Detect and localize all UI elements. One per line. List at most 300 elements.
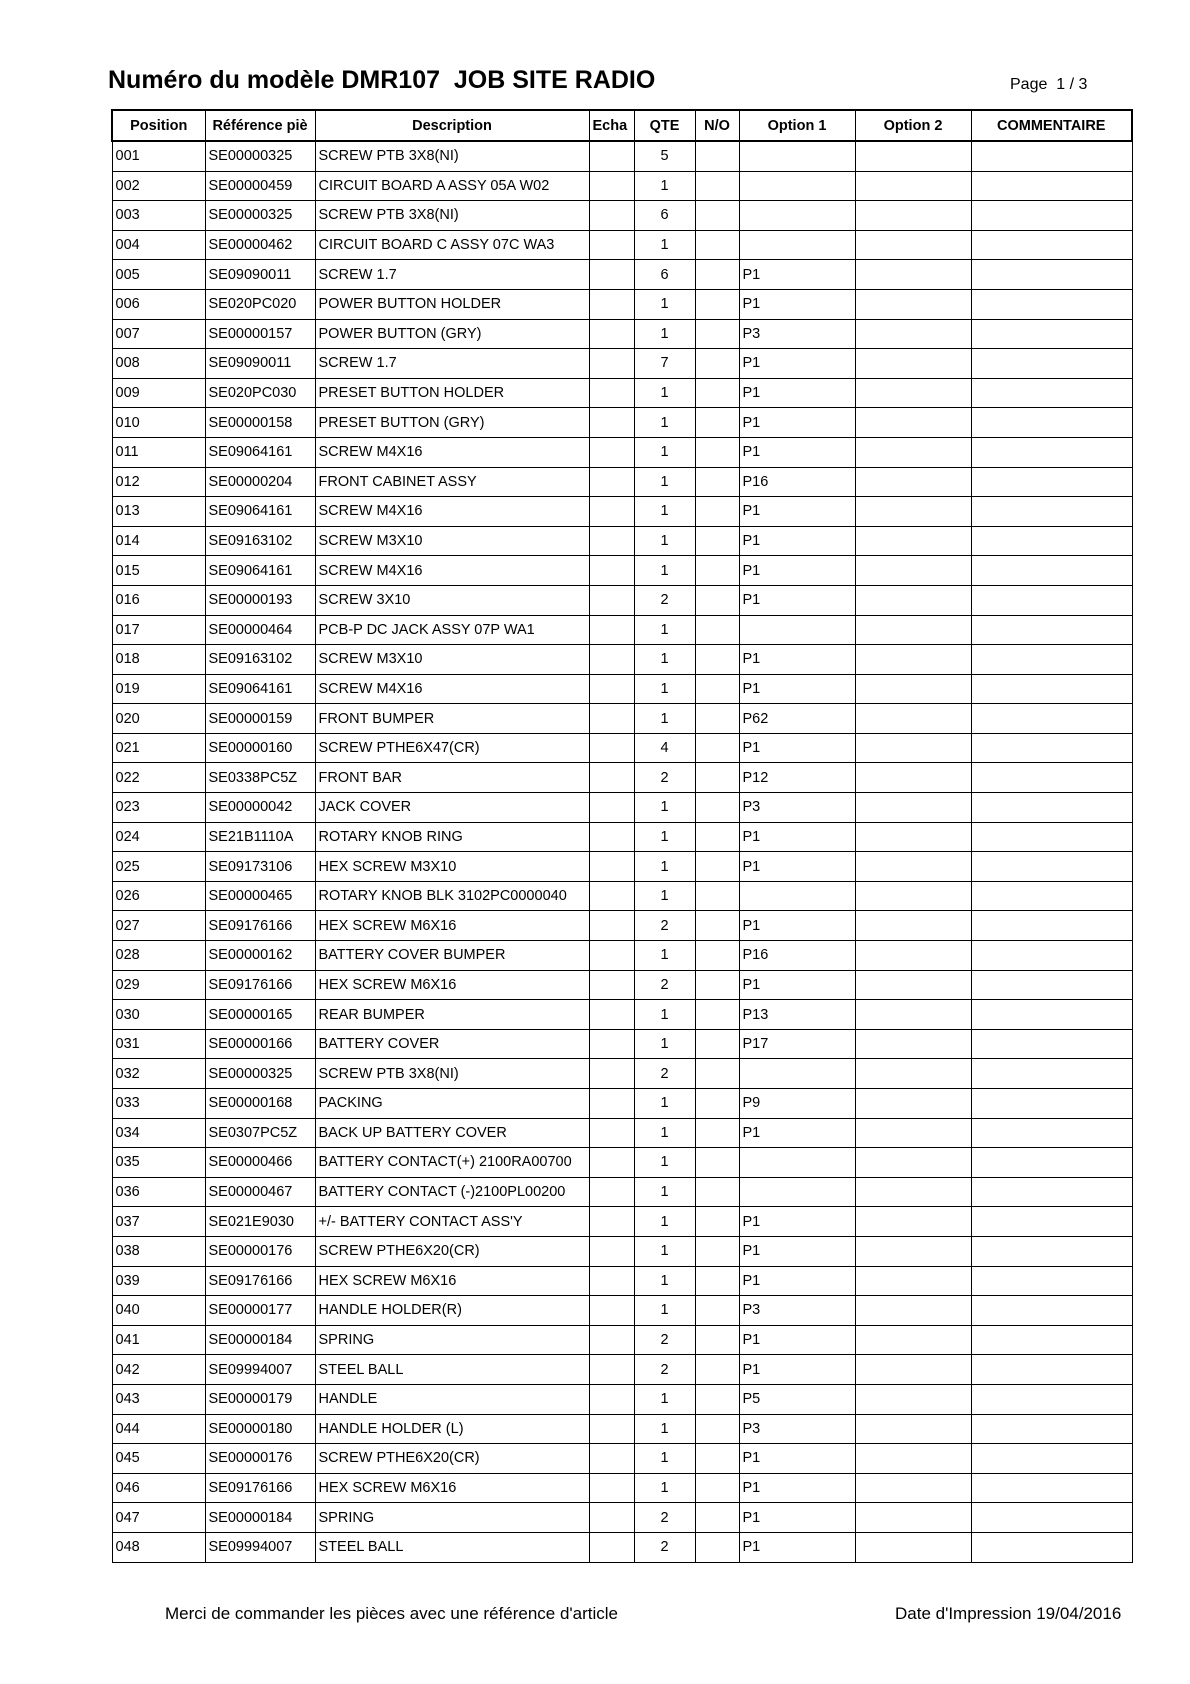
cell-no	[695, 645, 739, 675]
cell-echange	[589, 1029, 634, 1059]
cell-option2	[855, 141, 971, 171]
cell-position: 011	[112, 437, 205, 467]
cell-option2	[855, 1444, 971, 1474]
cell-position: 042	[112, 1355, 205, 1385]
cell-reference: SE00000165	[205, 1000, 315, 1030]
cell-commentaire	[971, 1532, 1132, 1562]
table-row	[112, 793, 1132, 823]
cell-reference: SE00000184	[205, 1325, 315, 1355]
cell-description: CIRCUIT BOARD C ASSY 07C WA3	[315, 230, 589, 260]
cell-qte: 1	[634, 941, 695, 971]
cell-option2	[855, 1000, 971, 1030]
cell-option2	[855, 674, 971, 704]
cell-echange	[589, 1444, 634, 1474]
print-date: Date d'Impression 19/04/2016	[895, 1604, 1122, 1623]
cell-option1	[739, 1177, 855, 1207]
cell-reference: SE00000204	[205, 467, 315, 497]
cell-option1: P1	[739, 822, 855, 852]
cell-description: SPRING	[315, 1325, 589, 1355]
cell-commentaire	[971, 141, 1132, 171]
cell-echange	[589, 1325, 634, 1355]
cell-position: 032	[112, 1059, 205, 1089]
cell-reference: SE09176166	[205, 970, 315, 1000]
column-header-qte: QTE	[634, 110, 695, 141]
cell-commentaire	[971, 556, 1132, 586]
cell-reference: SE00000466	[205, 1148, 315, 1178]
cell-qte: 1	[634, 526, 695, 556]
cell-echange	[589, 733, 634, 763]
cell-option1: P1	[739, 1503, 855, 1533]
cell-option2	[855, 1325, 971, 1355]
cell-qte: 2	[634, 911, 695, 941]
table-row	[112, 1207, 1132, 1237]
cell-description: SCREW PTHE6X20(CR)	[315, 1444, 589, 1474]
cell-description: SCREW 3X10	[315, 585, 589, 615]
table-row	[112, 1148, 1132, 1178]
cell-reference: SE09173106	[205, 852, 315, 882]
table-row	[112, 319, 1132, 349]
cell-commentaire	[971, 1029, 1132, 1059]
cell-option1: P13	[739, 1000, 855, 1030]
table-row	[112, 1089, 1132, 1119]
table-row	[112, 822, 1132, 852]
cell-qte: 1	[634, 1473, 695, 1503]
cell-commentaire	[971, 289, 1132, 319]
cell-option2	[855, 1384, 971, 1414]
cell-position: 043	[112, 1384, 205, 1414]
cell-commentaire	[971, 497, 1132, 527]
cell-qte: 2	[634, 970, 695, 1000]
cell-qte: 7	[634, 349, 695, 379]
cell-option1	[739, 141, 855, 171]
cell-position: 037	[112, 1207, 205, 1237]
cell-qte: 1	[634, 1296, 695, 1326]
cell-qte: 1	[634, 793, 695, 823]
cell-no	[695, 1325, 739, 1355]
cell-echange	[589, 1000, 634, 1030]
footer-note: Merci de commander les pièces avec une référence d'article	[165, 1604, 619, 1623]
cell-no	[695, 201, 739, 231]
cell-reference: SE020PC020	[205, 289, 315, 319]
cell-position: 002	[112, 171, 205, 201]
cell-position: 005	[112, 260, 205, 290]
cell-option1: P1	[739, 526, 855, 556]
table-row	[112, 1029, 1132, 1059]
cell-qte: 1	[634, 1207, 695, 1237]
table-row	[112, 1355, 1132, 1385]
table-row	[112, 1532, 1132, 1562]
cell-option2	[855, 378, 971, 408]
cell-reference: SE00000462	[205, 230, 315, 260]
column-header-echange: Echa	[589, 110, 634, 141]
cell-description: BATTERY COVER	[315, 1029, 589, 1059]
table-row	[112, 763, 1132, 793]
cell-option1: P9	[739, 1089, 855, 1119]
cell-description: BATTERY COVER BUMPER	[315, 941, 589, 971]
cell-no	[695, 230, 739, 260]
cell-reference: SE09994007	[205, 1355, 315, 1385]
table-row	[112, 911, 1132, 941]
cell-qte: 1	[634, 1266, 695, 1296]
cell-description: SCREW M4X16	[315, 437, 589, 467]
cell-option2	[855, 1473, 971, 1503]
cell-option1: P1	[739, 674, 855, 704]
cell-no	[695, 349, 739, 379]
column-header-option2: Option 2	[855, 110, 971, 141]
cell-option1: P1	[739, 349, 855, 379]
cell-no	[695, 408, 739, 438]
cell-commentaire	[971, 467, 1132, 497]
cell-reference: SE09176166	[205, 1266, 315, 1296]
cell-position: 039	[112, 1266, 205, 1296]
cell-description: FRONT BAR	[315, 763, 589, 793]
cell-commentaire	[971, 1000, 1132, 1030]
cell-option2	[855, 645, 971, 675]
table-row	[112, 1325, 1132, 1355]
cell-qte: 5	[634, 141, 695, 171]
cell-option1: P62	[739, 704, 855, 734]
cell-commentaire	[971, 526, 1132, 556]
cell-option1: P1	[739, 585, 855, 615]
cell-position: 021	[112, 733, 205, 763]
cell-commentaire	[971, 1236, 1132, 1266]
cell-option1	[739, 1148, 855, 1178]
cell-echange	[589, 437, 634, 467]
cell-echange	[589, 1118, 634, 1148]
cell-reference: SE09176166	[205, 911, 315, 941]
cell-echange	[589, 881, 634, 911]
cell-option1: P1	[739, 556, 855, 586]
cell-commentaire	[971, 1384, 1132, 1414]
cell-no	[695, 260, 739, 290]
cell-qte: 1	[634, 1000, 695, 1030]
cell-option2	[855, 1148, 971, 1178]
cell-no	[695, 1503, 739, 1533]
cell-commentaire	[971, 1444, 1132, 1474]
cell-position: 003	[112, 201, 205, 231]
cell-echange	[589, 852, 634, 882]
cell-commentaire	[971, 1089, 1132, 1119]
column-header-description: Description	[315, 110, 589, 141]
cell-echange	[589, 141, 634, 171]
cell-commentaire	[971, 1325, 1132, 1355]
cell-no	[695, 1089, 739, 1119]
cell-echange	[589, 378, 634, 408]
cell-commentaire	[971, 319, 1132, 349]
cell-option2	[855, 763, 971, 793]
cell-echange	[589, 171, 634, 201]
table-row	[112, 467, 1132, 497]
cell-echange	[589, 674, 634, 704]
cell-echange	[589, 763, 634, 793]
cell-no	[695, 171, 739, 201]
cell-echange	[589, 1236, 634, 1266]
cell-qte: 1	[634, 1089, 695, 1119]
cell-qte: 2	[634, 763, 695, 793]
cell-qte: 2	[634, 585, 695, 615]
cell-option2	[855, 230, 971, 260]
cell-reference: SE09994007	[205, 1532, 315, 1562]
cell-option2	[855, 1532, 971, 1562]
cell-reference: SE09163102	[205, 645, 315, 675]
cell-position: 012	[112, 467, 205, 497]
cell-position: 017	[112, 615, 205, 645]
cell-commentaire	[971, 793, 1132, 823]
cell-echange	[589, 941, 634, 971]
cell-description: PACKING	[315, 1089, 589, 1119]
cell-position: 026	[112, 881, 205, 911]
cell-reference: SE09064161	[205, 497, 315, 527]
cell-no	[695, 911, 739, 941]
cell-no	[695, 970, 739, 1000]
cell-reference: SE09176166	[205, 1473, 315, 1503]
table-row	[112, 674, 1132, 704]
table-row	[112, 645, 1132, 675]
cell-no	[695, 437, 739, 467]
cell-option2	[855, 1177, 971, 1207]
cell-no	[695, 881, 739, 911]
table-row	[112, 378, 1132, 408]
cell-option2	[855, 881, 971, 911]
cell-description: SCREW M4X16	[315, 497, 589, 527]
cell-echange	[589, 822, 634, 852]
table-row	[112, 1444, 1132, 1474]
cell-position: 046	[112, 1473, 205, 1503]
cell-echange	[589, 1177, 634, 1207]
cell-reference: SE020PC030	[205, 378, 315, 408]
table-row	[112, 526, 1132, 556]
cell-position: 023	[112, 793, 205, 823]
cell-no	[695, 852, 739, 882]
cell-option2	[855, 793, 971, 823]
column-header-commentaire: COMMENTAIRE	[971, 110, 1132, 141]
cell-option1: P1	[739, 1236, 855, 1266]
cell-description: ROTARY KNOB RING	[315, 822, 589, 852]
cell-commentaire	[971, 881, 1132, 911]
cell-echange	[589, 1148, 634, 1178]
cell-option2	[855, 556, 971, 586]
cell-commentaire	[971, 822, 1132, 852]
cell-echange	[589, 704, 634, 734]
cell-description: HEX SCREW M6X16	[315, 1473, 589, 1503]
cell-description: SPRING	[315, 1503, 589, 1533]
table-row	[112, 1473, 1132, 1503]
cell-echange	[589, 467, 634, 497]
cell-option1: P1	[739, 497, 855, 527]
table-row	[112, 556, 1132, 586]
cell-no	[695, 585, 739, 615]
cell-no	[695, 704, 739, 734]
cell-option1: P1	[739, 289, 855, 319]
cell-qte: 6	[634, 260, 695, 290]
table-row	[112, 497, 1132, 527]
cell-no	[695, 822, 739, 852]
cell-description: HANDLE HOLDER(R)	[315, 1296, 589, 1326]
cell-description: SCREW 1.7	[315, 349, 589, 379]
cell-position: 025	[112, 852, 205, 882]
cell-description: SCREW M3X10	[315, 526, 589, 556]
cell-no	[695, 941, 739, 971]
cell-description: POWER BUTTON HOLDER	[315, 289, 589, 319]
cell-echange	[589, 556, 634, 586]
cell-description: BATTERY CONTACT (-)2100PL00200	[315, 1177, 589, 1207]
cell-echange	[589, 1532, 634, 1562]
cell-qte: 1	[634, 467, 695, 497]
column-header-position: Position	[112, 110, 205, 141]
cell-qte: 2	[634, 1059, 695, 1089]
cell-reference: SE00000166	[205, 1029, 315, 1059]
cell-echange	[589, 1384, 634, 1414]
cell-commentaire	[971, 1148, 1132, 1178]
table-row	[112, 704, 1132, 734]
cell-position: 047	[112, 1503, 205, 1533]
cell-echange	[589, 1473, 634, 1503]
cell-reference: SE09090011	[205, 260, 315, 290]
cell-option1	[739, 881, 855, 911]
cell-reference: SE09064161	[205, 556, 315, 586]
cell-qte: 1	[634, 645, 695, 675]
cell-reference: SE00000325	[205, 141, 315, 171]
cell-qte: 1	[634, 704, 695, 734]
cell-description: ROTARY KNOB BLK 3102PC0000040	[315, 881, 589, 911]
cell-option1: P1	[739, 1325, 855, 1355]
cell-echange	[589, 615, 634, 645]
cell-echange	[589, 970, 634, 1000]
cell-commentaire	[971, 704, 1132, 734]
cell-no	[695, 1473, 739, 1503]
cell-option2	[855, 704, 971, 734]
cell-position: 027	[112, 911, 205, 941]
cell-commentaire	[971, 763, 1132, 793]
cell-option1: P1	[739, 260, 855, 290]
cell-echange	[589, 497, 634, 527]
cell-description: HEX SCREW M6X16	[315, 911, 589, 941]
cell-option2	[855, 319, 971, 349]
cell-option2	[855, 437, 971, 467]
cell-description: SCREW PTB 3X8(NI)	[315, 141, 589, 171]
parts-table	[111, 109, 1133, 1563]
cell-option1: P3	[739, 319, 855, 349]
cell-option1: P1	[739, 1444, 855, 1474]
cell-reference: SE00000162	[205, 941, 315, 971]
table-row	[112, 1414, 1132, 1444]
cell-position: 028	[112, 941, 205, 971]
cell-echange	[589, 911, 634, 941]
cell-qte: 1	[634, 230, 695, 260]
cell-no	[695, 674, 739, 704]
cell-no	[695, 1236, 739, 1266]
cell-qte: 1	[634, 289, 695, 319]
cell-option2	[855, 1207, 971, 1237]
cell-option1: P3	[739, 1414, 855, 1444]
cell-qte: 1	[634, 881, 695, 911]
table-row	[112, 1503, 1132, 1533]
cell-option1: P1	[739, 852, 855, 882]
cell-option1	[739, 615, 855, 645]
cell-position: 020	[112, 704, 205, 734]
cell-qte: 1	[634, 1384, 695, 1414]
cell-commentaire	[971, 1118, 1132, 1148]
cell-commentaire	[971, 941, 1132, 971]
cell-reference: SE09090011	[205, 349, 315, 379]
cell-commentaire	[971, 1414, 1132, 1444]
cell-position: 001	[112, 141, 205, 171]
cell-option1: P1	[739, 1266, 855, 1296]
cell-position: 036	[112, 1177, 205, 1207]
cell-reference: SE021E9030	[205, 1207, 315, 1237]
cell-no	[695, 793, 739, 823]
cell-description: HANDLE	[315, 1384, 589, 1414]
cell-option2	[855, 970, 971, 1000]
cell-qte: 1	[634, 556, 695, 586]
cell-option1: P1	[739, 378, 855, 408]
cell-description: SCREW M4X16	[315, 556, 589, 586]
table-header	[112, 110, 1132, 141]
table-row	[112, 1296, 1132, 1326]
cell-option1: P3	[739, 793, 855, 823]
cell-echange	[589, 793, 634, 823]
cell-reference: SE00000176	[205, 1444, 315, 1474]
table-row	[112, 171, 1132, 201]
table-row	[112, 1059, 1132, 1089]
cell-description: HEX SCREW M3X10	[315, 852, 589, 882]
cell-commentaire	[971, 733, 1132, 763]
cell-qte: 1	[634, 1118, 695, 1148]
cell-description: PRESET BUTTON HOLDER	[315, 378, 589, 408]
cell-reference: SE00000158	[205, 408, 315, 438]
cell-option2	[855, 201, 971, 231]
cell-option2	[855, 1118, 971, 1148]
cell-position: 035	[112, 1148, 205, 1178]
table-row	[112, 230, 1132, 260]
cell-option1: P16	[739, 467, 855, 497]
cell-commentaire	[971, 1296, 1132, 1326]
cell-option2	[855, 733, 971, 763]
cell-commentaire	[971, 201, 1132, 231]
cell-option1	[739, 201, 855, 231]
cell-description: HANDLE HOLDER (L)	[315, 1414, 589, 1444]
cell-echange	[589, 1296, 634, 1326]
cell-no	[695, 1384, 739, 1414]
cell-qte: 1	[634, 1029, 695, 1059]
table-row	[112, 437, 1132, 467]
cell-no	[695, 733, 739, 763]
cell-option2	[855, 941, 971, 971]
cell-reference: SE09064161	[205, 674, 315, 704]
cell-qte: 1	[634, 1148, 695, 1178]
cell-option2	[855, 1059, 971, 1089]
cell-echange	[589, 1503, 634, 1533]
cell-position: 013	[112, 497, 205, 527]
cell-option2	[855, 349, 971, 379]
cell-commentaire	[971, 378, 1132, 408]
cell-no	[695, 1059, 739, 1089]
cell-position: 024	[112, 822, 205, 852]
cell-reference: SE00000159	[205, 704, 315, 734]
cell-description: BATTERY CONTACT(+) 2100RA00700	[315, 1148, 589, 1178]
cell-qte: 2	[634, 1532, 695, 1562]
cell-qte: 1	[634, 852, 695, 882]
cell-option2	[855, 1414, 971, 1444]
cell-qte: 1	[634, 437, 695, 467]
table-row	[112, 881, 1132, 911]
cell-option1: P5	[739, 1384, 855, 1414]
header-row	[112, 110, 1132, 141]
cell-description: POWER BUTTON (GRY)	[315, 319, 589, 349]
cell-no	[695, 1296, 739, 1326]
cell-qte: 1	[634, 1177, 695, 1207]
cell-qte: 1	[634, 408, 695, 438]
